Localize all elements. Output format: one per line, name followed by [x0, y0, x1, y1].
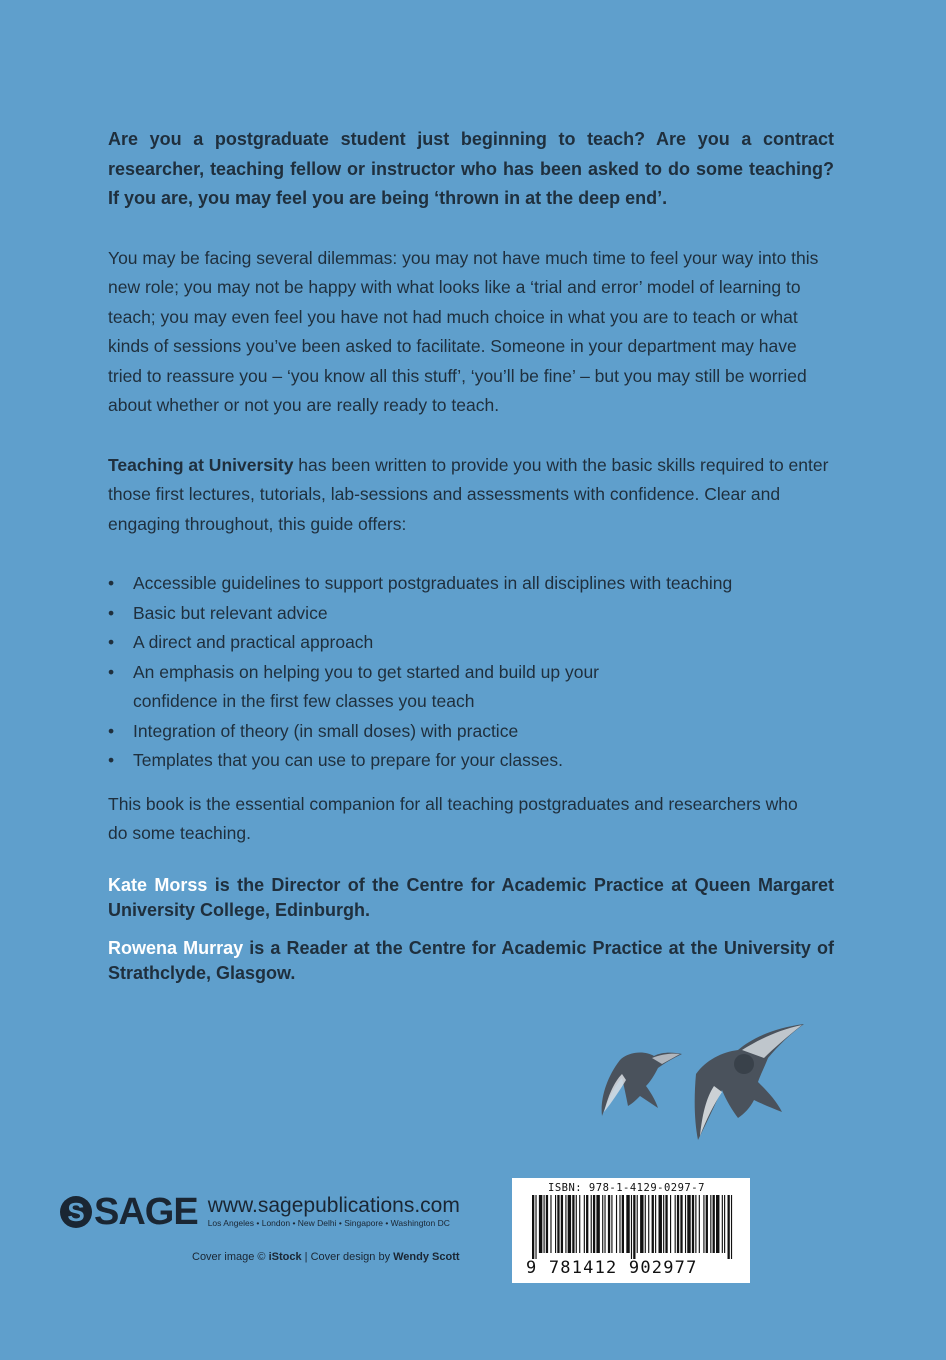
- cover-credits: [192, 1251, 460, 1263]
- barcode-bar: [728, 1195, 730, 1259]
- companion-paragraph: This book is the essential companion for all teaching postgraduates and researchers who do some teaching.: [108, 793, 798, 843]
- barcode-bar: [611, 1195, 612, 1253]
- barcode-bar: [572, 1195, 574, 1253]
- barcode-bar: [535, 1195, 536, 1259]
- book-paragraph: [108, 451, 834, 540]
- barcode-bar: [539, 1195, 542, 1253]
- intro-paragraph: Are you a postgraduate student just beginning to teach? Are you a contract researcher, teaching fellow or instructor who has been asked to do some teaching? If you are, you may feel you are being ‘thrown in at the deep end’.: [108, 129, 834, 208]
- barcode-bar: [616, 1195, 617, 1253]
- barcode-bar: [586, 1195, 588, 1253]
- barcode-bar: [604, 1195, 605, 1253]
- pigeon-large: [695, 1024, 804, 1140]
- barcode-bar: [685, 1195, 686, 1253]
- offers-list: [108, 569, 834, 776]
- barcode-bar: [640, 1195, 643, 1253]
- barcode-bar: [550, 1195, 551, 1253]
- barcode-bar: [710, 1195, 711, 1253]
- barcode-bar: [584, 1195, 585, 1253]
- author-name: Rowena Murray: [108, 937, 244, 958]
- barcode-bar: [579, 1195, 580, 1253]
- author-bio-murray: [108, 936, 834, 986]
- image-credit-source: iStock: [268, 1251, 302, 1263]
- dilemmas-paragraph: You may be facing several dilemmas: you may not have much time to feel your way into this new role; you may not be happy with what looks like a ‘trial and error’ model of learning to teach; you may even feel you have not had much choice in what you are to teach or what kinds of sessions you’ve been asked to facilitate. Someone in your department may have tried to reassure you – ‘you know all this stuff’, ‘you’ll be fine’ – but you may still be worried about whether or not you are really ready to teach.: [108, 247, 819, 415]
- barcode-bar: [608, 1195, 610, 1253]
- barcode-bar: [670, 1195, 671, 1253]
- book-title: Teaching at University: [108, 454, 294, 475]
- barcode-bar: [555, 1195, 556, 1253]
- author-name: Kate Morss: [108, 874, 208, 895]
- barcode-bar: [532, 1195, 534, 1259]
- barcode-bar: [659, 1195, 662, 1253]
- barcode-bar: [602, 1195, 603, 1253]
- barcode-bar: [655, 1195, 656, 1253]
- publisher-url[interactable]: www.sagepublications.com: [207, 1194, 460, 1217]
- isbn-barcode: [512, 1178, 750, 1283]
- barcode-bar: [648, 1195, 649, 1253]
- pigeon-small: [602, 1053, 682, 1116]
- credit-separator: |: [301, 1251, 311, 1263]
- barcode-bar: [544, 1195, 545, 1253]
- barcode-bars: [530, 1195, 734, 1259]
- flying-pigeons-image: [592, 1016, 812, 1152]
- list-item: • Templates that you can use to prepare for your classes.: [108, 746, 834, 776]
- barcode-bar: [680, 1195, 682, 1253]
- barcode-bar: [713, 1195, 715, 1253]
- barcode-bar: [593, 1195, 595, 1253]
- barcode-bar: [591, 1195, 592, 1253]
- design-credit-label: Cover design by: [310, 1251, 394, 1263]
- barcode-bar: [731, 1195, 732, 1259]
- barcode-bar: [576, 1195, 577, 1253]
- author-bio-morss: [108, 873, 834, 923]
- barcode-bar: [633, 1195, 635, 1259]
- barcode-digits: 9 781412 902977: [526, 1258, 698, 1278]
- barcode-bar: [695, 1195, 696, 1253]
- barcode-bar: [568, 1195, 571, 1253]
- publisher-cities: Los Angeles • London • New Delhi • Singapore • Washington DC: [207, 1218, 450, 1228]
- barcode-bar: [596, 1195, 599, 1253]
- barcode-bar: [645, 1195, 646, 1253]
- list-item: • Accessible guidelines to support postgraduates in all disciplines with teaching: [108, 569, 834, 599]
- barcode-bar: [546, 1195, 548, 1253]
- sage-wordmark: SAGE: [94, 1191, 198, 1233]
- barcode-bar: [699, 1195, 700, 1253]
- barcode-bar: [706, 1195, 708, 1253]
- barcode-bar: [722, 1195, 723, 1253]
- barcode-bar: [677, 1195, 679, 1253]
- barcode-bar: [557, 1195, 559, 1253]
- barcode-bar: [637, 1195, 638, 1253]
- barcode-bar: [716, 1195, 719, 1253]
- publisher-block: [60, 1192, 460, 1232]
- list-item: • A direct and practical approach: [108, 628, 834, 658]
- list-item: • Basic but relevant advice: [108, 599, 834, 629]
- barcode-bar: [652, 1195, 654, 1253]
- list-item: • An emphasis on helping you to get started and build up your confidence in the first few classes you teach: [108, 658, 678, 717]
- barcode-bar: [687, 1195, 690, 1253]
- image-credit-label: Cover image ©: [192, 1251, 269, 1263]
- list-item: • Integration of theory (in small doses) with practice: [108, 717, 834, 747]
- author-bio-text: is a Reader at the Centre for Academic Practice at the University of Strathclyde, Glasgow.: [108, 937, 834, 983]
- back-cover-text: [108, 125, 834, 999]
- book-description: has been written to provide you with the basic skills required to enter those first lectures, tutorials, lab-sessions and assessments with confidence. Clear and engaging throughout, this guide offers:: [108, 454, 829, 534]
- barcode-bar: [703, 1195, 704, 1253]
- isbn-label: ISBN: 978-1-4129-0297-7: [548, 1182, 705, 1194]
- barcode-bar: [665, 1195, 667, 1253]
- barcode-bar: [692, 1195, 694, 1253]
- barcode-bar: [626, 1195, 629, 1253]
- sage-s-icon: S: [60, 1196, 92, 1228]
- barcode-bar: [619, 1195, 620, 1253]
- barcode-bar: [565, 1195, 566, 1253]
- publisher-site: [208, 1195, 460, 1229]
- designer-name: Wendy Scott: [393, 1251, 460, 1263]
- barcode-bar: [724, 1195, 725, 1253]
- barcode-bar: [663, 1195, 664, 1253]
- barcode-bar: [631, 1195, 632, 1259]
- sage-logo: [60, 1192, 460, 1232]
- author-bio-text: is the Director of the Centre for Academic Practice at Queen Margaret University College, Edinburgh.: [108, 874, 834, 920]
- barcode-bar: [622, 1195, 624, 1253]
- barcode-bar: [675, 1195, 676, 1253]
- barcode-bar: [561, 1195, 563, 1253]
